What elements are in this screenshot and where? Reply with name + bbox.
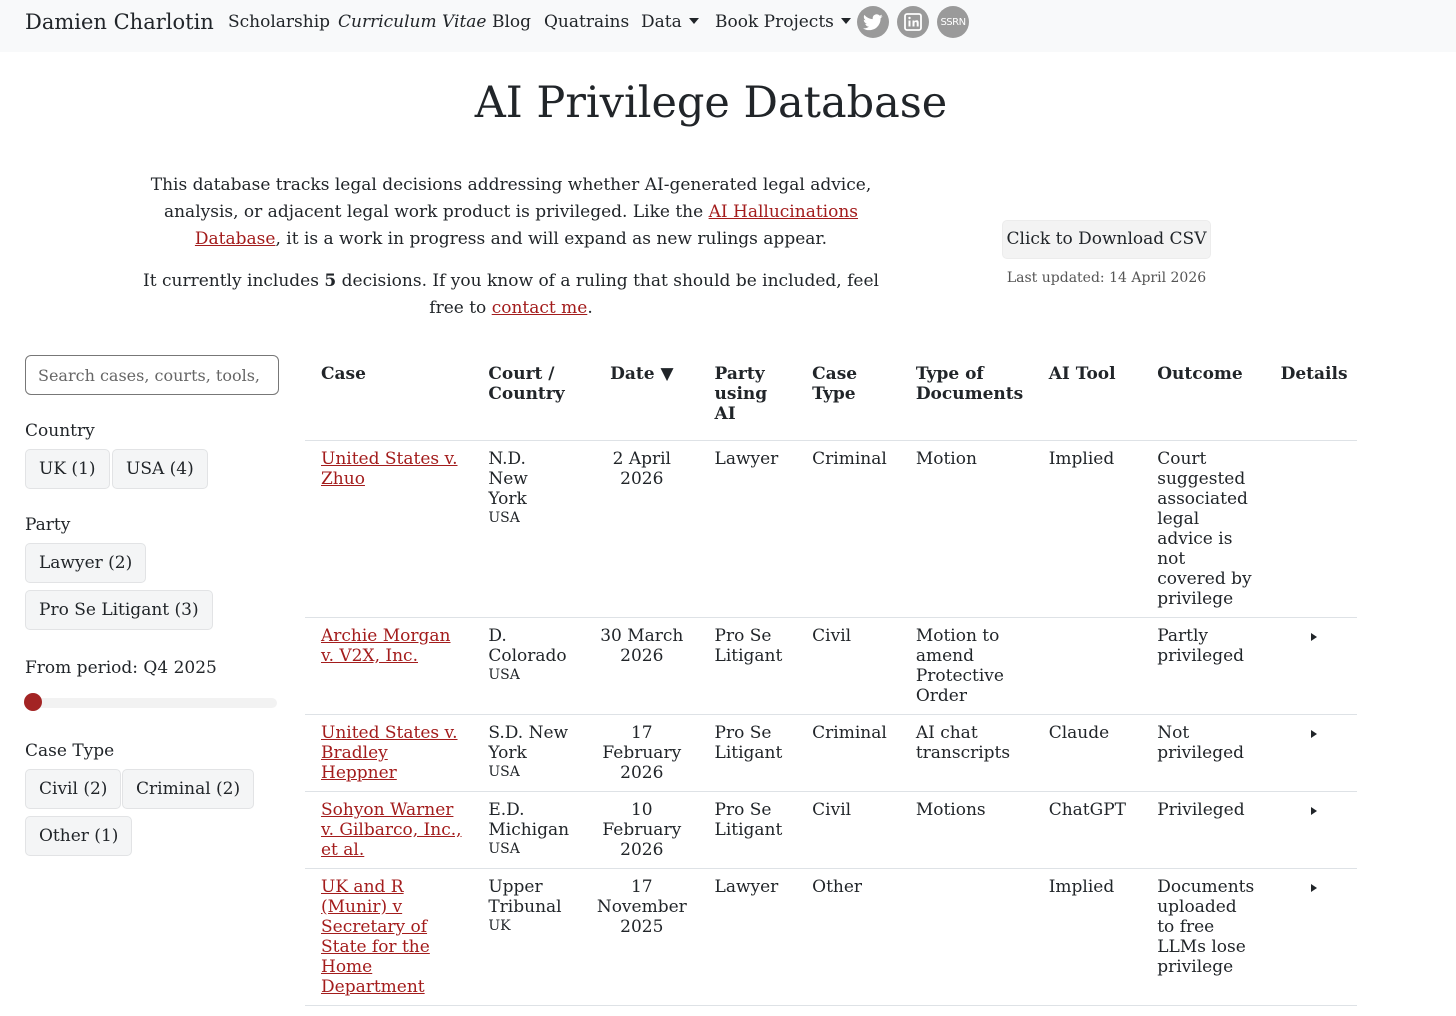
- twitter-icon: [863, 14, 883, 31]
- case-type-filter-label: Case Type: [25, 741, 115, 761]
- details-cell: [1263, 869, 1357, 1006]
- cases-table: [305, 355, 1357, 1006]
- nav-data-dropdown[interactable]: [641, 12, 699, 32]
- doc-type-cell: Motion to amend Protective Order: [900, 618, 1033, 715]
- ssrn-icon: SSRN: [940, 16, 966, 28]
- details-cell: [1263, 618, 1357, 715]
- chip-type-other[interactable]: Other (1): [25, 816, 132, 856]
- intro-text: This database tracks legal decisions addressing whether AI-generated legal advice, analysis, or adjacent legal work product is privileged. Like the: [150, 175, 872, 222]
- download-csv-button[interactable]: Click to Download CSV: [1002, 220, 1211, 259]
- count-text: .: [587, 298, 593, 318]
- court-name: Upper Tribunal: [488, 877, 562, 917]
- case-type-cell: Civil: [796, 618, 900, 715]
- expand-triangle-icon[interactable]: [1311, 633, 1317, 641]
- decision-date: 17 November 2025: [577, 869, 698, 1006]
- table-row: [305, 869, 1357, 1006]
- ai-tool-cell: Implied: [1033, 441, 1142, 618]
- case-link[interactable]: Archie Morgan v. V2X, Inc.: [321, 626, 451, 666]
- details-cell: [1263, 715, 1357, 792]
- decision-date: 10 February 2026: [577, 792, 698, 869]
- country-name: USA: [488, 841, 520, 857]
- country-name: UK: [488, 918, 511, 934]
- outcome-cell: Partly privileged: [1141, 618, 1263, 715]
- party-cell: Pro Se Litigant: [699, 792, 797, 869]
- outcome-cell: Privileged: [1141, 792, 1263, 869]
- twitter-link[interactable]: [857, 6, 889, 38]
- party-cell: Lawyer: [699, 869, 797, 1006]
- ai-tool-cell: ChatGPT: [1033, 792, 1142, 869]
- linkedin-icon: [904, 13, 922, 31]
- header-case-type[interactable]: Case Type: [796, 355, 900, 441]
- chip-country-usa[interactable]: USA (4): [112, 449, 208, 489]
- chip-party-lawyer[interactable]: Lawyer (2): [25, 543, 146, 583]
- header-date[interactable]: Date ▼: [577, 355, 698, 441]
- nav-scholarship[interactable]: Scholarship: [228, 12, 331, 32]
- nav-book-projects-label: Book Projects: [715, 12, 834, 32]
- case-link[interactable]: United States v. Zhuo: [321, 449, 458, 489]
- party-cell: Pro Se Litigant: [699, 715, 797, 792]
- ai-tool-cell: Implied: [1033, 869, 1142, 1006]
- outcome-cell: Court suggested associated legal advice is not covered by privilege: [1141, 441, 1263, 618]
- nav-blog[interactable]: Blog: [492, 12, 532, 32]
- chevron-down-icon: [689, 18, 699, 24]
- decision-date: 17 February 2026: [577, 715, 698, 792]
- expand-triangle-icon[interactable]: [1311, 730, 1317, 738]
- decision-date: 2 April 2026: [577, 441, 698, 618]
- case-type-cell: Criminal: [796, 441, 900, 618]
- ai-tool-cell: Claude: [1033, 715, 1142, 792]
- country-filter-label: Country: [25, 421, 95, 441]
- case-type-cell: Criminal: [796, 715, 900, 792]
- intro-text: , it is a work in progress and will expand as new rulings appear.: [275, 229, 828, 249]
- details-cell: [1263, 792, 1357, 869]
- count-paragraph: [140, 268, 882, 322]
- chip-type-criminal[interactable]: Criminal (2): [122, 769, 254, 809]
- linkedin-link[interactable]: [897, 6, 929, 38]
- country-name: USA: [488, 510, 520, 526]
- nav-curriculum-vitae[interactable]: Curriculum Vitae: [338, 12, 487, 32]
- doc-type-cell: [900, 869, 1033, 1006]
- country-name: USA: [488, 667, 520, 683]
- site-brand[interactable]: Damien Charlotin: [25, 10, 214, 34]
- period-slider-track[interactable]: [25, 698, 277, 708]
- header-outcome[interactable]: Outcome: [1141, 355, 1263, 441]
- search-input[interactable]: [25, 355, 279, 395]
- party-filter-label: Party: [25, 515, 71, 535]
- nav-quatrains[interactable]: Quatrains: [544, 12, 630, 32]
- doc-type-cell: Motions: [900, 792, 1033, 869]
- case-link[interactable]: United States v. Bradley Heppner: [321, 723, 458, 783]
- count-text: decisions. If you know of a ruling that should be included, feel free to: [336, 271, 879, 318]
- party-cell: Lawyer: [699, 441, 797, 618]
- ai-tool-cell: [1033, 618, 1142, 715]
- chevron-down-icon: [841, 18, 851, 24]
- page-title: AI Privilege Database: [474, 78, 948, 128]
- header-ai-tool[interactable]: AI Tool: [1033, 355, 1142, 441]
- chip-type-civil[interactable]: Civil (2): [25, 769, 121, 809]
- court-name: D. Colorado: [488, 626, 567, 666]
- period-slider-handle[interactable]: [24, 693, 42, 711]
- decision-count: 5: [324, 271, 337, 291]
- table-row: [305, 618, 1357, 715]
- table-row: [305, 792, 1357, 869]
- ai-hallucinations-link[interactable]: AI Hallucinations Database: [194, 202, 859, 249]
- court-name: N.D. New York: [488, 449, 528, 509]
- chip-party-pro-se[interactable]: Pro Se Litigant (3): [25, 590, 213, 630]
- court-name: E.D. Michigan: [488, 800, 570, 840]
- intro-paragraph: [140, 172, 882, 253]
- header-details: Details: [1263, 355, 1357, 441]
- period-filter-label: From period: Q4 2025: [25, 658, 217, 678]
- count-text: It currently includes: [143, 271, 325, 291]
- table-header-row: [305, 355, 1357, 441]
- nav-data-label: Data: [641, 12, 682, 32]
- decision-date: 30 March 2026: [577, 618, 698, 715]
- expand-triangle-icon[interactable]: [1311, 884, 1317, 892]
- header-doc-type[interactable]: Type of Documents: [900, 355, 1033, 441]
- case-type-cell: Civil: [796, 792, 900, 869]
- details-cell: [1263, 441, 1357, 618]
- expand-triangle-icon[interactable]: [1311, 807, 1317, 815]
- case-type-cell: Other: [796, 869, 900, 1006]
- chip-country-uk[interactable]: UK (1): [25, 449, 110, 489]
- header-court[interactable]: Court / Country: [472, 355, 577, 441]
- case-link[interactable]: Sohyon Warner v. Gilbarco, Inc., et al.: [321, 800, 462, 860]
- nav-book-projects-dropdown[interactable]: [715, 12, 851, 32]
- outcome-cell: Not privileged: [1141, 715, 1263, 792]
- party-cell: Pro Se Litigant: [699, 618, 797, 715]
- header-case[interactable]: Case: [305, 355, 472, 441]
- country-name: USA: [488, 764, 520, 780]
- header-party[interactable]: Party using AI: [699, 355, 797, 441]
- ssrn-link[interactable]: [937, 6, 969, 38]
- court-name: S.D. New York: [488, 723, 569, 763]
- doc-type-cell: Motion: [900, 441, 1033, 618]
- contact-link[interactable]: contact me: [491, 298, 588, 318]
- doc-type-cell: AI chat transcripts: [900, 715, 1033, 792]
- navbar: [0, 0, 1456, 52]
- table-row: [305, 441, 1357, 618]
- last-updated: Last updated: 14 April 2026: [1006, 270, 1207, 286]
- case-link[interactable]: UK and R (Munir) v Secretary of State for the Home Department: [321, 877, 430, 997]
- table-row: [305, 715, 1357, 792]
- outcome-cell: Documents uploaded to free LLMs lose privilege: [1141, 869, 1263, 1006]
